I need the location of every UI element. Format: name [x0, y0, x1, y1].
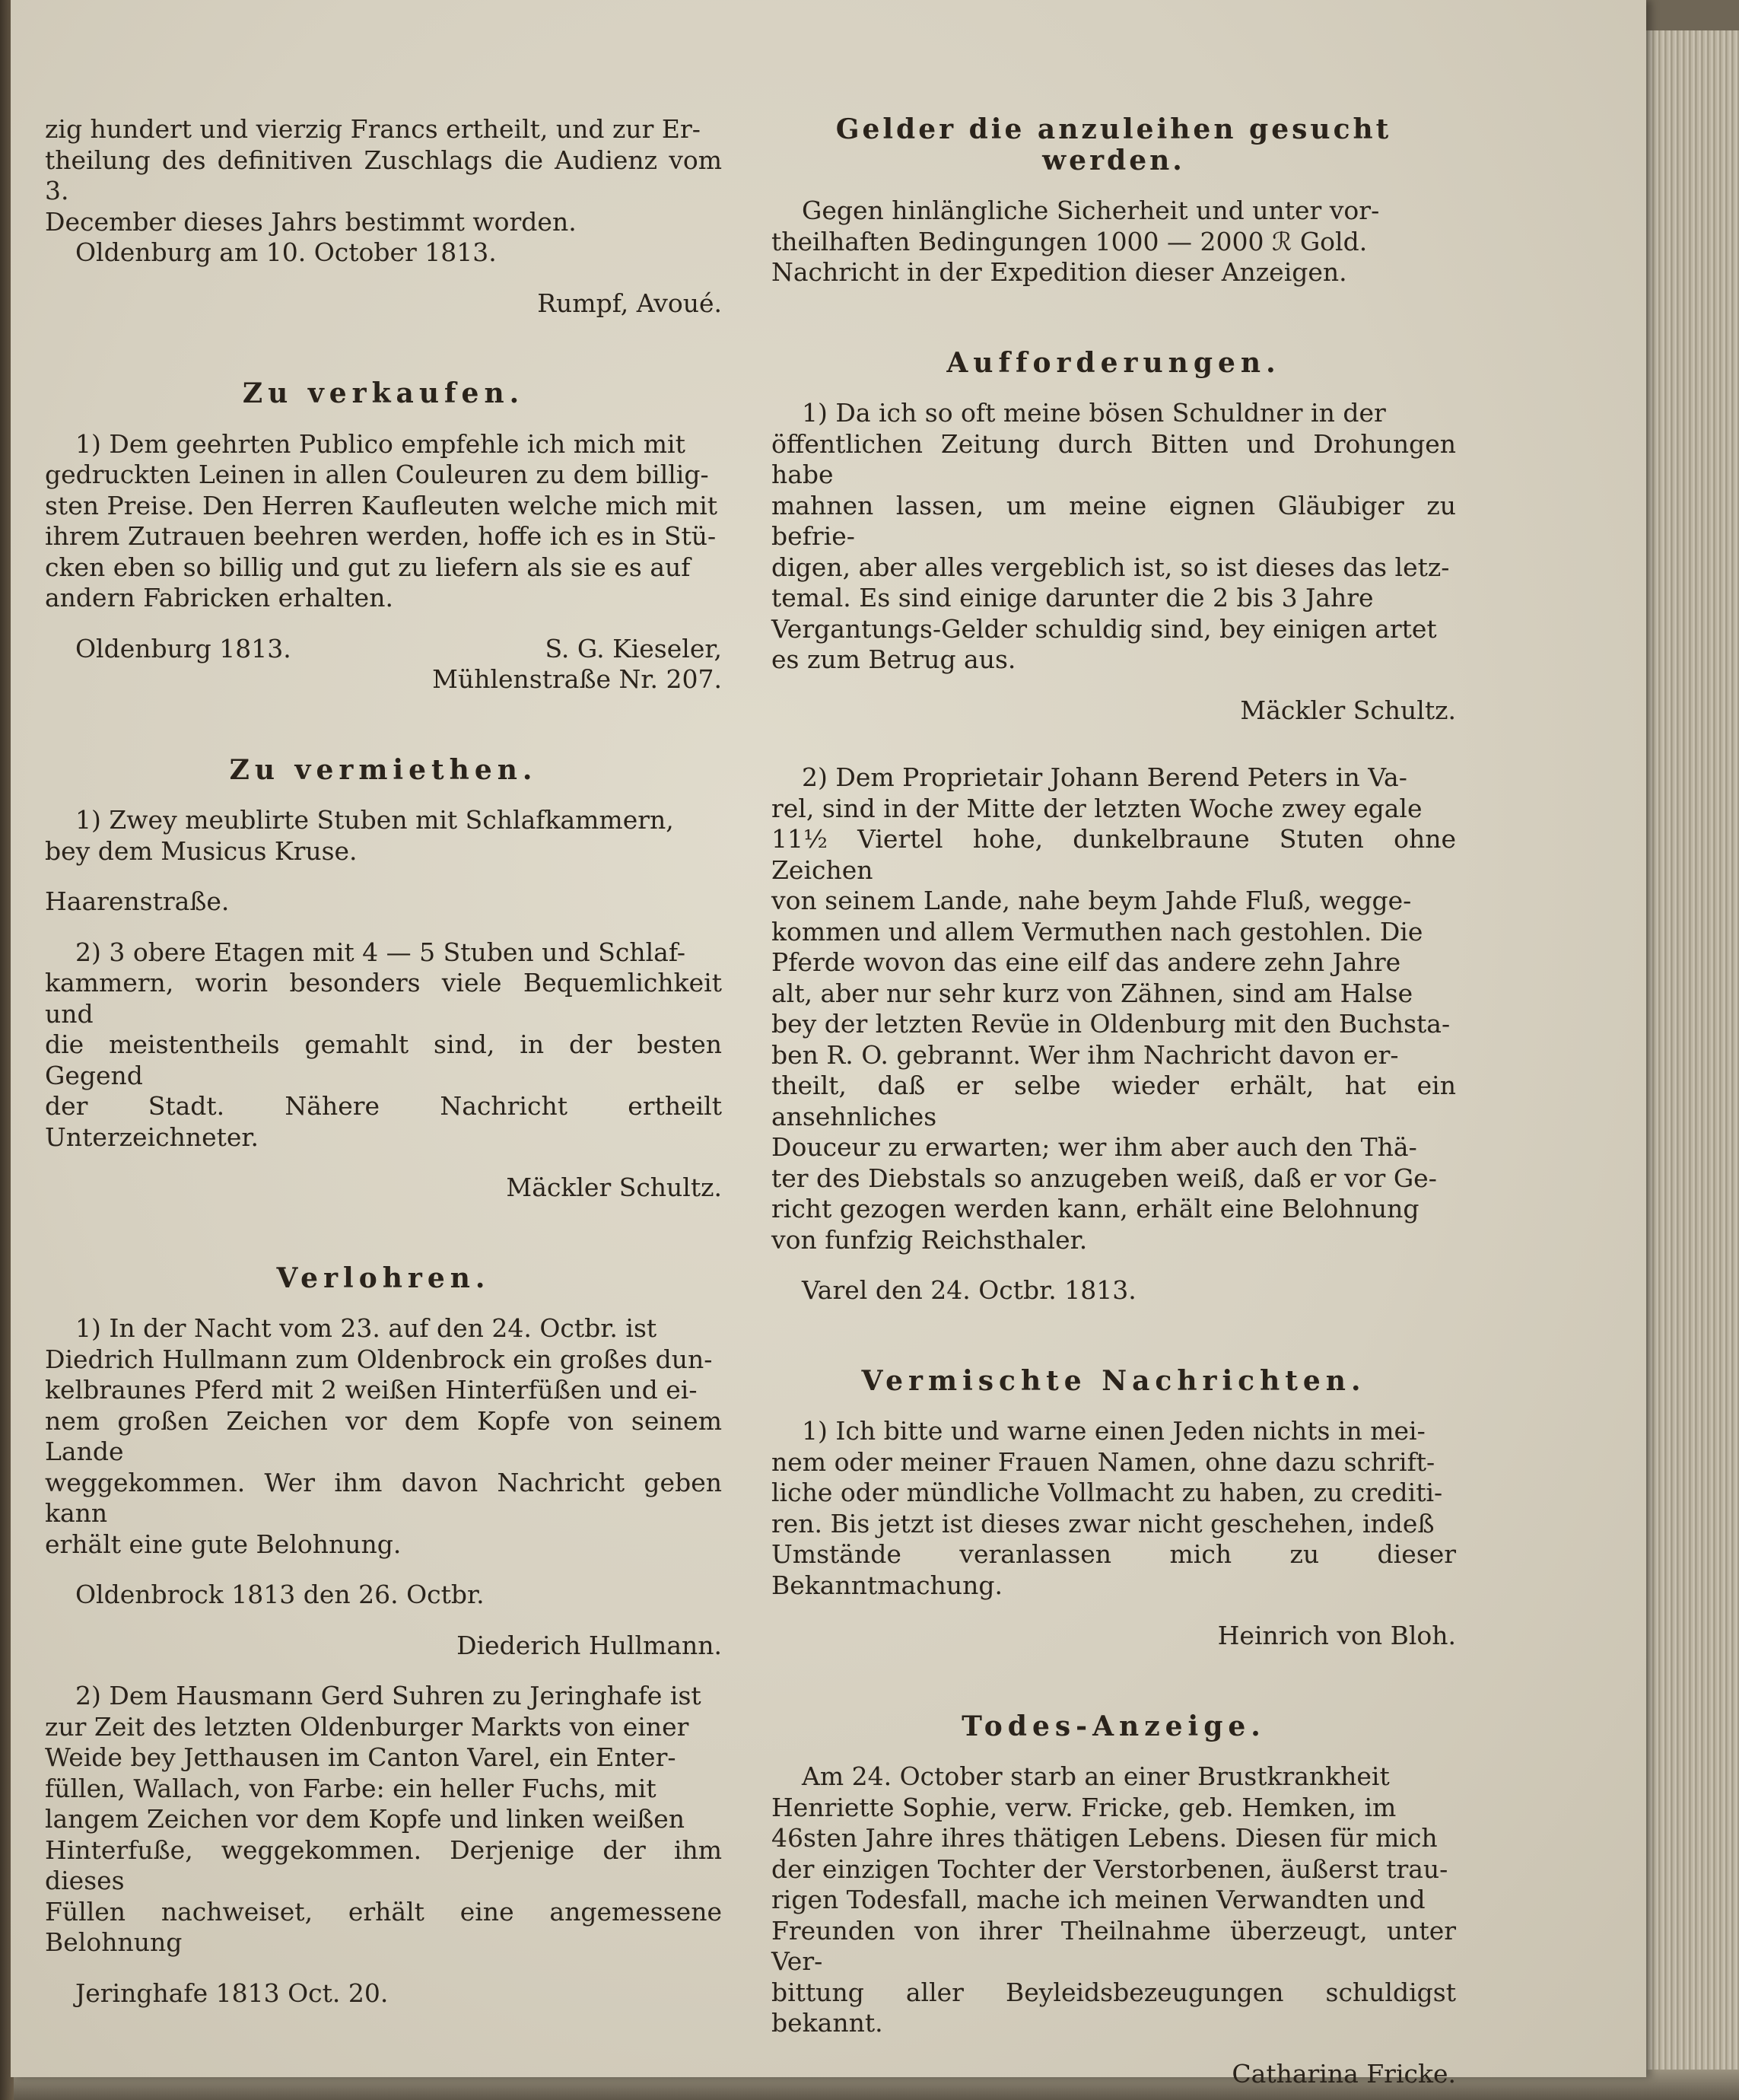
- text-line: Füllen nachweiset, erhält eine angemessene Belohnung: [45, 1896, 722, 1957]
- text-line: kommen und allem Vermuthen nach gestohlen. Die: [771, 916, 1423, 947]
- text-line: mahnen lassen, um meine eignen Gläubiger zu befrie-: [771, 490, 1456, 551]
- right-column: [771, 114, 1456, 2089]
- text-line: Diedrich Hullmann zum Oldenbrock ein großes dun-: [45, 1344, 713, 1374]
- text-line: bey dem Musicus Kruse.: [45, 835, 358, 866]
- text-line: theilhaften Bedingungen 1000 — 2000 ℛ Gold.: [771, 226, 1368, 256]
- notice-todes-anzeige: [771, 1761, 1456, 2089]
- signature: Mäckler Schultz.: [506, 1172, 722, 1202]
- text-line: rel, sind in der Mitte der letzten Woche zwey egale: [771, 793, 1423, 823]
- text-line: 2) Dem Hausmann Gerd Suhren zu Jeringhafe ist: [75, 1681, 701, 1710]
- signature: Heinrich von Bloh.: [1217, 1621, 1456, 1650]
- text-line: temal. Es sind einige darunter die 2 bis 3 Jahre: [771, 583, 1374, 612]
- text-line: Umstände veranlassen mich zu dieser Bekanntmachung.: [771, 1539, 1456, 1600]
- text-line: Freunden von ihrer Theilnahme überzeugt, unter Ver-: [771, 1915, 1456, 1976]
- text-line: Am 24. October starb an einer Brustkrankheit: [802, 1761, 1390, 1791]
- text-line: langem Zeichen vor dem Kopfe und linken weißen: [45, 1804, 685, 1834]
- text-line: erhält eine gute Belohnung.: [45, 1529, 402, 1559]
- dateline: Varel den 24. Octbr. 1813.: [802, 1275, 1137, 1305]
- text-line: Vergantungs-Gelder schuldig sind, bey einigen artet: [771, 613, 1437, 644]
- text-line: der einzigen Tochter der Verstorbenen, äußerst trau-: [771, 1853, 1448, 1884]
- text-line: 1) In der Nacht vom 23. auf den 24. Octbr. ist: [75, 1313, 657, 1343]
- text-line: Douceur zu erwarten; wer ihm aber auch den Thä-: [771, 1132, 1417, 1162]
- section-heading-zu-verkaufen: Zu verkaufen.: [242, 377, 525, 409]
- text-line: gedruckten Leinen in allen Couleuren zu dem billig-: [45, 460, 709, 489]
- notice-aufforderungen: [771, 398, 1456, 1306]
- signature: Catharina Fricke.: [1232, 2058, 1456, 2089]
- dateline: Oldenburg am 10. October 1813.: [75, 237, 497, 267]
- text-line: digen, aber alles vergeblich ist, so ist dieses das letz-: [771, 552, 1450, 582]
- text-line: 46sten Jahre ihres thätigen Lebens. Diesen für mich: [771, 1823, 1438, 1853]
- section-heading-todes-anzeige: Todes-Anzeige.: [962, 1710, 1266, 1742]
- text-line: kelbraunes Pferd mit 2 weißen Hinterfüßen und ei-: [45, 1375, 698, 1405]
- intro-notice: [45, 114, 722, 319]
- text-line: theilung des definitiven Zuschlags die Audienz vom 3.: [45, 145, 722, 205]
- text-line: öffentlichen Zeitung durch Bitten und Drohungen habe: [771, 428, 1456, 489]
- text-line: 1) Ich bitte und warne einen Jeden nichts in mei-: [802, 1416, 1426, 1446]
- text-line: kammern, worin besonders viele Bequemlichkeit und: [45, 968, 722, 1029]
- signature: Diederich Hullmann.: [456, 1630, 722, 1660]
- dateline: Jeringhafe 1813 Oct. 20.: [75, 1978, 389, 2008]
- signature: S. G. Kieseler,: [545, 633, 722, 663]
- text-line: Nachricht in der Expedition dieser Anzeigen.: [771, 257, 1347, 287]
- text-line: 11½ Viertel hohe, dunkelbraune Stuten ohne Zeichen: [771, 824, 1456, 885]
- text-line: 1) Da ich so oft meine bösen Schuldner in der: [802, 398, 1386, 428]
- text-line: bittung aller Beyleidsbezeugungen schuldigst bekannt.: [771, 1977, 1456, 2038]
- text-line: bey der letzten Revüe in Oldenburg mit den Buchsta-: [771, 1009, 1451, 1039]
- notice-vermischte-nachrichten: [771, 1416, 1456, 1652]
- text-line: alt, aber nur sehr kurz von Zähnen, sind am Halse: [771, 978, 1413, 1008]
- text-line: zur Zeit des letzten Oldenburger Markts von einer: [45, 1711, 689, 1742]
- left-column: [45, 114, 722, 2009]
- signature: Rumpf, Avoué.: [537, 288, 722, 318]
- address: Mühlenstraße Nr. 207.: [432, 664, 722, 694]
- text-line: liche oder mündliche Vollmacht zu haben, zu crediti-: [771, 1478, 1443, 1507]
- dateline: Oldenburg 1813.: [75, 633, 291, 663]
- newspaper-page: [11, 0, 1646, 2089]
- text-line: Hinterfuße, weggekommen. Derjenige der ihm dieses: [45, 1834, 722, 1895]
- notice-zu-verkaufen: [45, 429, 722, 695]
- text-line: nem oder meiner Frauen Namen, ohne dazu schrift-: [771, 1446, 1435, 1477]
- text-line: Pferde wovon das eine eilf das andere zehn Jahre: [771, 947, 1401, 977]
- notice-gelder: [771, 196, 1456, 288]
- text-line: Weide bey Jetthausen im Canton Varel, ein Enter-: [45, 1742, 676, 1772]
- dateline: Oldenbrock 1813 den 26. Octbr.: [75, 1580, 485, 1609]
- text-line: von seinem Lande, nahe beym Jahde Fluß, wegge-: [771, 886, 1412, 915]
- text-line: der Stadt. Nähere Nachricht ertheilt Unterzeichneter.: [45, 1091, 722, 1152]
- text-line: 2) 3 obere Etagen mit 4 — 5 Stuben und Schlaf-: [75, 937, 686, 967]
- text-line: andern Fabricken erhalten.: [45, 583, 393, 612]
- text-line: nem großen Zeichen vor dem Kopfe von seinem Lande: [45, 1405, 722, 1466]
- text-line: theilt, daß er selbe wieder erhält, hat ein ansehnliches: [771, 1071, 1456, 1131]
- text-line: cken eben so billig und gut zu liefern als sie es auf: [45, 552, 691, 582]
- text-line: 2) Dem Proprietair Johann Berend Peters in Va-: [802, 762, 1407, 792]
- section-heading-vermischte-nachrichten: Vermischte Nachrichten.: [861, 1364, 1366, 1397]
- text-line: Gegen hinlängliche Sicherheit und unter vor-: [802, 196, 1380, 225]
- signature: Mäckler Schultz.: [1240, 695, 1456, 725]
- section-heading-aufforderungen: Aufforderungen.: [946, 346, 1281, 379]
- section-heading-gelder: Gelder die anzuleihen gesucht werden.: [835, 113, 1392, 177]
- notice-verlohren: [45, 1313, 722, 2009]
- text-line: Henriette Sophie, verw. Fricke, geb. Hemken, im: [771, 1792, 1397, 1822]
- text-line: weggekommen. Wer ihm davon Nachricht geben kann: [45, 1467, 722, 1528]
- text-line: es zum Betrug aus.: [771, 644, 1016, 674]
- street-name: Haarenstraße.: [45, 886, 230, 916]
- text-line: 1) Zwey meublirte Stuben mit Schlafkammern,: [75, 805, 674, 835]
- text-line: 1) Dem geehrten Publico empfehle ich mich mit: [75, 428, 685, 459]
- text-line: füllen, Wallach, von Farbe: ein heller Fuchs, mit: [45, 1773, 656, 1803]
- text-line: die meistentheils gemahlt sind, in der besten Gegend: [45, 1029, 722, 1090]
- text-line: sten Preise. Den Herren Kaufleuten welche mich mit: [45, 490, 718, 520]
- place-and-signature: [45, 634, 722, 665]
- text-line: zig hundert und vierzig Francs ertheilt, und zur Er-: [45, 114, 701, 144]
- text-line: rigen Todesfall, mache ich meinen Verwandten und: [771, 1885, 1426, 1914]
- text-line: ter des Diebstals so anzugeben weiß, daß er vor Ge-: [771, 1163, 1437, 1193]
- text-line: von funfzig Reichsthaler.: [771, 1224, 1088, 1255]
- text-line: ren. Bis jetzt ist dieses zwar nicht geschehen, indeß: [771, 1508, 1435, 1538]
- text-line: ben R. O. gebrannt. Wer ihm Nachricht davon er-: [771, 1039, 1399, 1070]
- text-line: December dieses Jahrs bestimmt worden.: [45, 206, 577, 237]
- notice-zu-vermiethen: [45, 805, 722, 1204]
- text-line: ihrem Zutrauen beehren werden, hoffe ich es in Stü-: [45, 521, 717, 551]
- text-line: richt gezogen werden kann, erhält eine Belohnung: [771, 1194, 1419, 1223]
- section-heading-zu-vermiethen: Zu vermiethen.: [229, 753, 538, 786]
- section-heading-verlohren: Verlohren.: [276, 1262, 491, 1294]
